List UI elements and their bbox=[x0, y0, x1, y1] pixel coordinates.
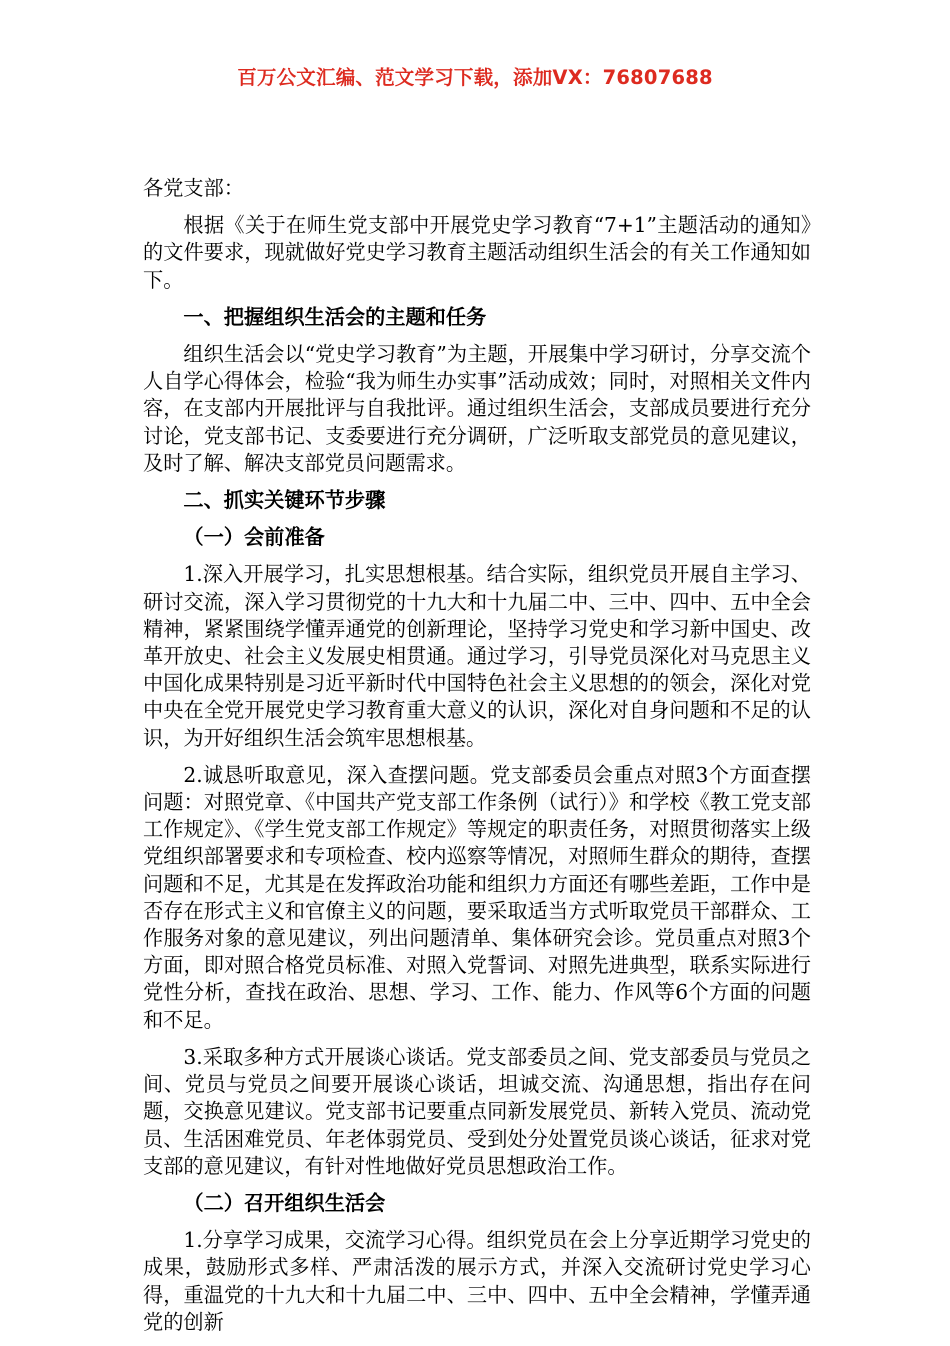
promo-watermark-header: 百万公文汇编、范文学习下载，添加VX：76807688 bbox=[237, 66, 713, 89]
intro-paragraph: 根据《关于在师生党支部中开展党史学习教育“7+1”主题活动的通知》的文件要求，现就做好党史学习教育主题活动组织生活会的有关工作通知如下。 bbox=[143, 213, 811, 292]
list-item-1-1: 1.深入开展学习，扎实思想根基。结合实际，组织党员开展自主学习、研讨交流，深入学习贯彻党的十九大和十九届二中、三中、四中、五中全会精神，紧紧围绕学懂弄通党的创新理论，坚持学习党史和学习新中国史、改革开放史、社会主义发展史相贯通。通过学习，引导党员深化对马克思主义中国化成果特别是习近平新时代中国特色社会主义思想的的领会，深化对党中央在全党开展党史学习教育重大意义的认识，深化对自身问题和不足的认识，为开好组织生活会筑牢思想根基。 bbox=[143, 562, 811, 750]
subsection-heading-2: （二）召开组织生活会 bbox=[183, 1190, 386, 1215]
list-item-2-1: 1.分享学习成果，交流学习心得。组织党员在会上分享近期学习党史的成果，鼓励形式多样、严肃活泼的展示方式，并深入交流研讨党史学习心得，重温党的十九大和十九届二中、三中、四中、五中全会精神，学懂弄通党的创新 bbox=[143, 1228, 811, 1334]
salutation: 各党支部： bbox=[143, 176, 244, 200]
document-body bbox=[143, 175, 811, 1346]
list-item-1-2: 2.诚恳听取意见，深入查摆问题。党支部委员会重点对照3个方面查摆问题：对照党章、《中国共产党支部工作条例（试行）》和学校《教工党支部工作规定》、《学生党支部工作规定》等规定的职责任务，对照贯彻落实上级党组织部署要求和专项检查、校内巡察等情况，对照师生群众的期待，查摆问题和不足，尤其是在发挥政治功能和组织力方面还有哪些差距，工作中是否存在形式主义和官僚主义的问题，要采取适当方式听取党员干部群众、工作服务对象的意见建议，列出问题清单、集体研究会诊。党员重点对照3个方面，即对照合格党员标准、对照入党誓词、对照先进典型，联系实际进行党性分析，查找在政治、思想、学习、工作、能力、作风等6个方面的问题和不足。 bbox=[143, 762, 811, 1032]
subsection-heading-1: （一）会前准备 bbox=[183, 525, 325, 550]
section-1-paragraph: 组织生活会以“党史学习教育”为主题，开展集中学习研讨，分享交流个人自学心得体会，检验“我为师生办实事”活动成效；同时，对照相关文件内容，在支部内开展批评与自我批评。通过组织生活会，支部成员要进行充分讨论，党支部书记、支委要进行充分调研，广泛听取支部党员的意见建议，及时了解、解决支部党员问题需求。 bbox=[143, 342, 811, 475]
section-heading-2: 二、抓实关键环节步骤 bbox=[183, 488, 386, 513]
section-heading-1: 一、把握组织生活会的主题和任务 bbox=[183, 304, 487, 329]
list-item-1-3: 3.采取多种方式开展谈心谈话。党支部委员之间、党支部委员与党员之间、党员与党员之间要开展谈心谈话，坦诚交流、沟通思想，指出存在问题，交换意见建议。党支部书记要重点同新发展党员、新转入党员、流动党员、生活困难党员、年老体弱党员、受到处分处置党员谈心谈话，征求对党支部的意见建议，有针对性地做好党员思想政治工作。 bbox=[143, 1044, 811, 1178]
